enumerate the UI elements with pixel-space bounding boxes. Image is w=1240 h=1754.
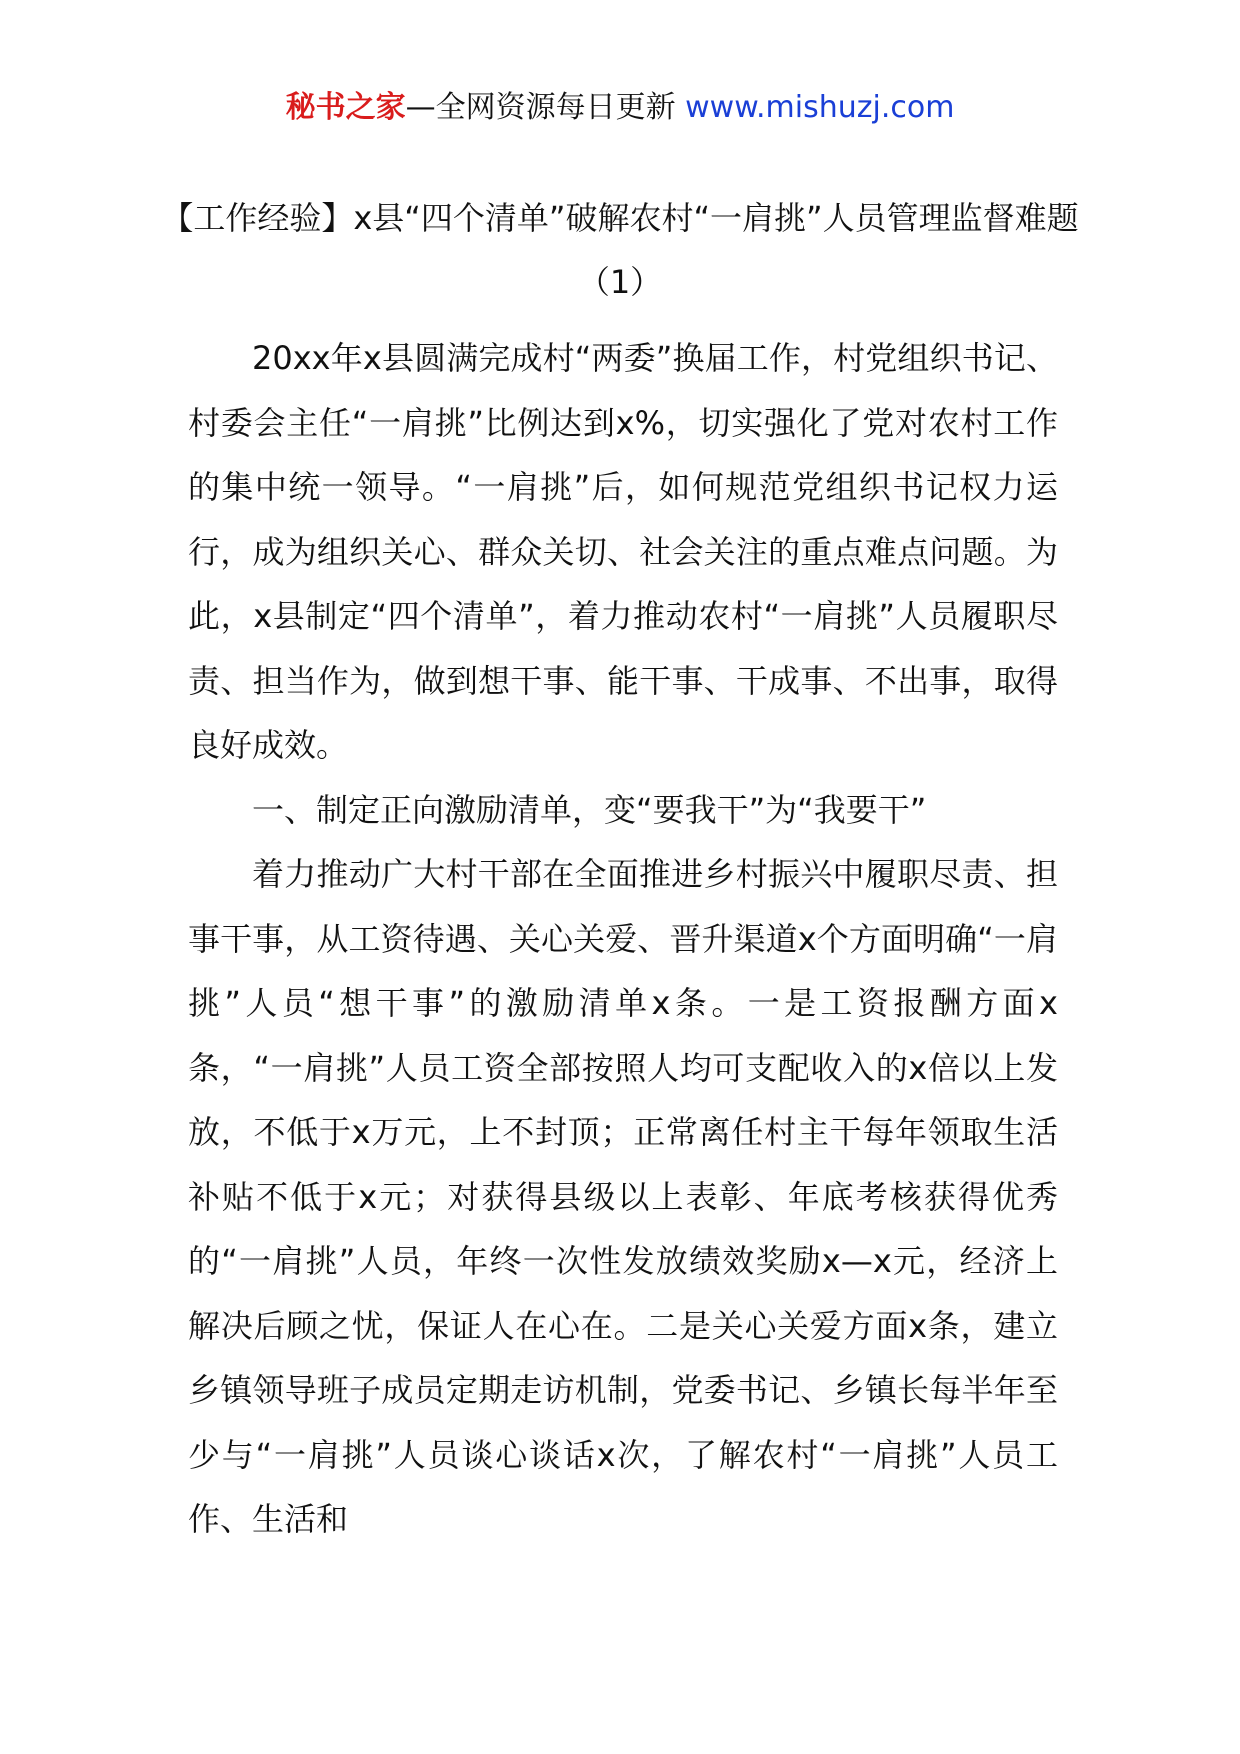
paragraph-incentive: 着力推动广大村干部在全面推进乡村振兴中履职尽责、担事干事，从工资待遇、关心关爱、晋升渠道x个方面明确“一肩挑”人员“想干事”的激励清单x条。一是工资报酬方面x条，“一肩挑”人员工资全部按照人均可支配收入的x倍以上发放，不低于x万元，上不封顶；正常离任村主干每年领取生活补贴不低于x元；对获得县级以上表彰、年底考核获得优秀的“一肩挑”人员，年终一次性发放绩效奖励x—x元，经济上解决后顾之忧，保证人在心在。二是关心关爱方面x条，建立乡镇领导班子成员定期走访机制，党委书记、乡镇长每半年至少与“一肩挑”人员谈心谈话x次，了解农村“一肩挑”人员工作、生活和 [188, 855, 1058, 1538]
header-tagline: —全网资源每日更新 [405, 90, 686, 125]
paragraph-intro: 20xx年x县圆满完成村“两委”换届工作，村党组织书记、村委会主任“一肩挑”比例达到x%，切实强化了党对农村工作的集中统一领导。“一肩挑”后，如何规范党组织书记权力运行，成为组织关心、群众关切、社会关注的重点难点问题。为此，x县制定“四个清单”，着力推动农村“一肩挑”人员履职尽责、担当作为，做到想干事、能干事、干成事、不出事，取得良好成效。 [188, 339, 1058, 764]
brand-name: 秘书之家 [285, 90, 406, 125]
document-body [188, 326, 1058, 1552]
section-heading-1: 一、制定正向激励清单，变“要我干”为“我要干” [252, 790, 927, 829]
document-title: 【工作经验】x县“四个清单”破解农村“一肩挑”人员管理监督难题（1） [161, 199, 1079, 301]
site-url-link[interactable]: www.mishuzj.com [685, 90, 955, 125]
site-header [0, 88, 1240, 128]
